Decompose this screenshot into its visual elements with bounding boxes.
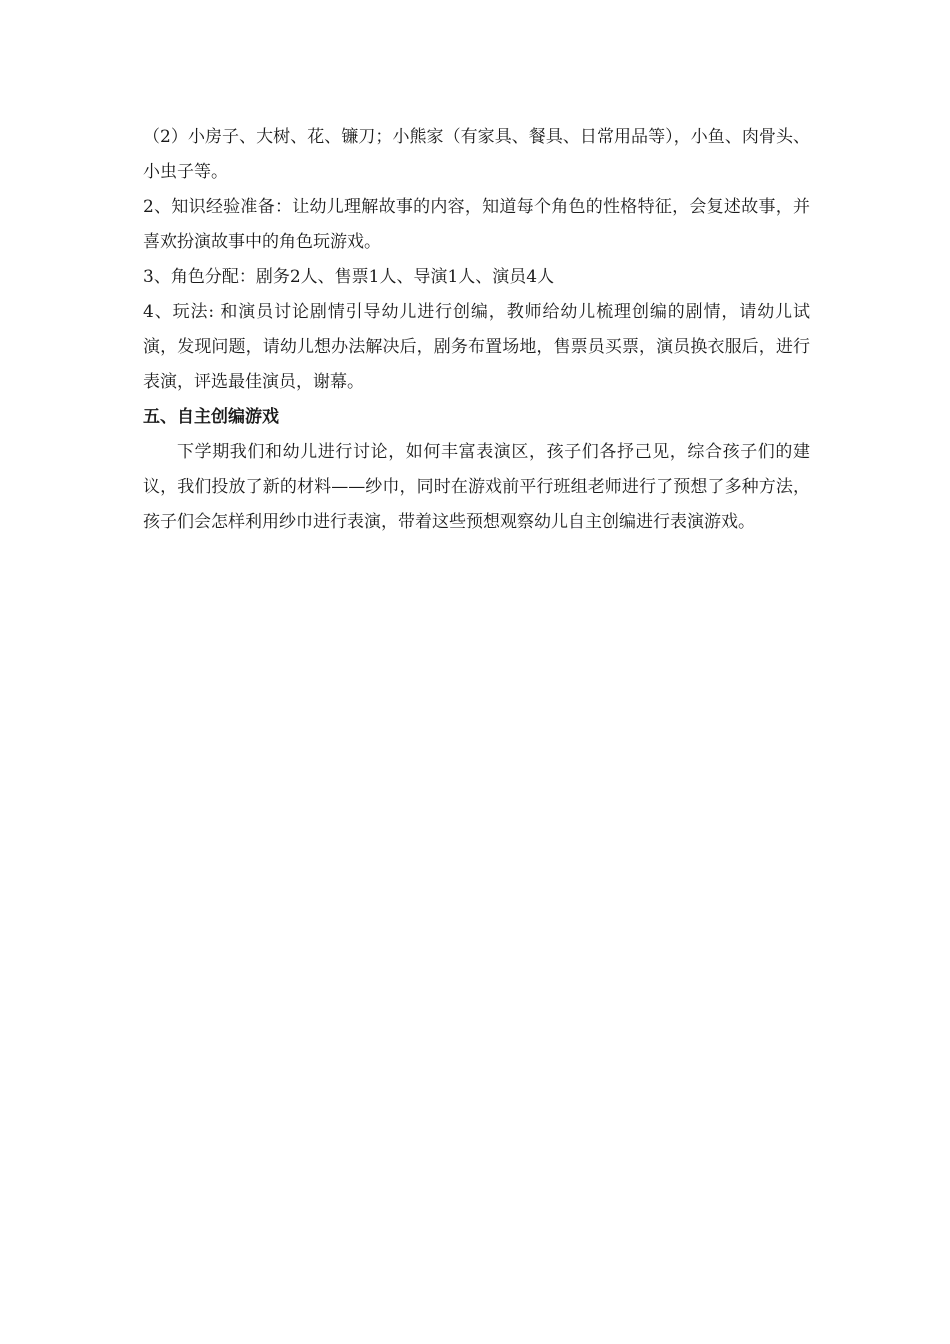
section-body-paragraph: 下学期我们和幼儿进行讨论，如何丰富表演区，孩子们各抒己见，综合孩子们的建议，我们投放了新的材料——纱巾，同时在游戏前平行班组老师进行了预想了多种方法，孩子们会怎样利用纱巾进行表演，带着这些预想观察幼儿自主创编进行表演游戏。 (143, 442, 810, 532)
document-body (143, 120, 810, 540)
knowledge-preparation-paragraph: 2、知识经验准备：让幼儿理解故事的内容，知道每个角色的性格特征，会复述故事，并喜欢扮演故事中的角色玩游戏。 (143, 197, 810, 252)
role-assignment-paragraph: 3、角色分配：剧务2人、售票1人、导演1人、演员4人 (143, 267, 555, 287)
section-heading: 五、自主创编游戏 (143, 407, 279, 427)
gameplay-paragraph: 4、玩法: 和演员讨论剧情引导幼儿进行创编，教师给幼儿梳理创编的剧情，请幼儿试演，发现问题，请幼儿想办法解决后，剧务布置场地，售票员买票，演员换衣服后，进行表演，评选最佳演员，谢幕。 (143, 302, 810, 392)
materials-paragraph: （2）小房子、大树、花、镰刀；小熊家（有家具、餐具、日常用品等），小鱼、肉骨头、小虫子等。 (143, 127, 810, 182)
